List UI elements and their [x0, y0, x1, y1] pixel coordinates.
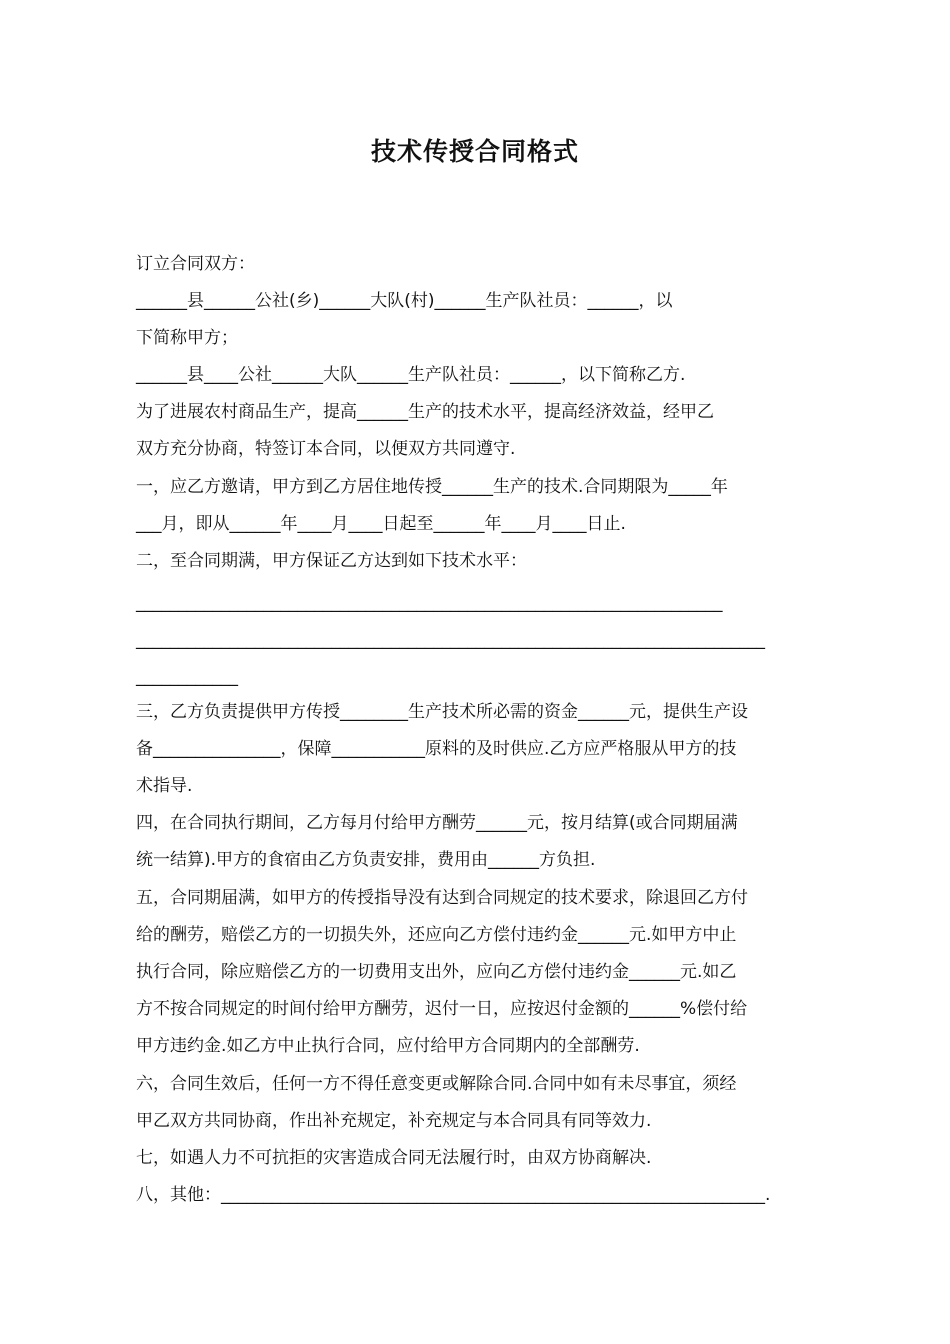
body-line: 执行合同，除应赔偿乙方的一切费用支出外，应向乙方偿付违约金______元.如乙	[136, 962, 737, 982]
body-line: 双方充分协商，特签订本合同，以便双方共同遵守.	[136, 439, 516, 459]
body-line: 一，应乙方邀请，甲方到乙方居住地传授______生产的技术.合同期限为_____年	[136, 477, 728, 497]
body-line: 甲乙双方共同协商，作出补充规定，补充规定与本合同具有同等效力.	[136, 1111, 652, 1131]
body-line: 备_______________，保障___________原料的及时供应.乙方应严格服从甲方的技	[136, 739, 737, 759]
body-line: ______县____公社______大队______生产队社员：______，以下简称乙方.	[136, 365, 686, 385]
body-line: 下简称甲方；	[136, 328, 238, 348]
body-line: 八，其他：________________________________________________________________.	[136, 1185, 771, 1205]
blank-line: __________________________________________________________________________	[136, 630, 765, 650]
body-line: 五，合同期届满，如甲方的传授指导没有达到合同规定的技术要求，除退回乙方付	[136, 888, 748, 908]
body-line: 七，如遇人力不可抗拒的灾害造成合同无法履行时，由双方协商解决.	[136, 1148, 652, 1168]
body-line: 甲方违约金.如乙方中止执行合同，应付给甲方合同期内的全部酬劳.	[136, 1036, 640, 1056]
body-line: 四，在合同执行期间，乙方每月付给甲方酬劳______元，按月结算(或合同期届满	[136, 813, 738, 833]
document-title: 技术传授合同格式	[370, 137, 579, 166]
body-line: 术指导.	[136, 776, 193, 796]
body-line: 六，合同生效后，任何一方不得任意变更或解除合同.合同中如有未尽事宜，须经	[136, 1074, 737, 1094]
body-line: 统一结算).甲方的食宿由乙方负责安排，费用由______方负担.	[136, 850, 596, 870]
body-line: 为了进展农村商品生产，提高______生产的技术水平，提高经济效益，经甲乙	[136, 402, 714, 422]
body-line: 三，乙方负责提供甲方传授________生产技术所必需的资金______元，提供生产设	[136, 702, 748, 722]
body-line: 给的酬劳，赔偿乙方的一切损失外，还应向乙方偿付违约金______元.如甲方中止	[136, 925, 737, 945]
body-line: 方不按合同规定的时间付给甲方酬劳，迟付一日，应按迟付金额的______%偿付给	[136, 999, 748, 1019]
blank-line: ____________	[136, 667, 238, 687]
body-line: ______县______公社(乡)______大队(村)______生产队社员：______，以	[136, 291, 673, 311]
body-line: 订立合同双方：	[136, 254, 255, 274]
body-line: ___月，即从______年____月____日起至______年____月____日止.	[136, 514, 626, 534]
body-line: 二，至合同期满，甲方保证乙方达到如下技术水平：	[136, 551, 527, 571]
blank-line: _____________________________________________________________________	[136, 593, 723, 613]
